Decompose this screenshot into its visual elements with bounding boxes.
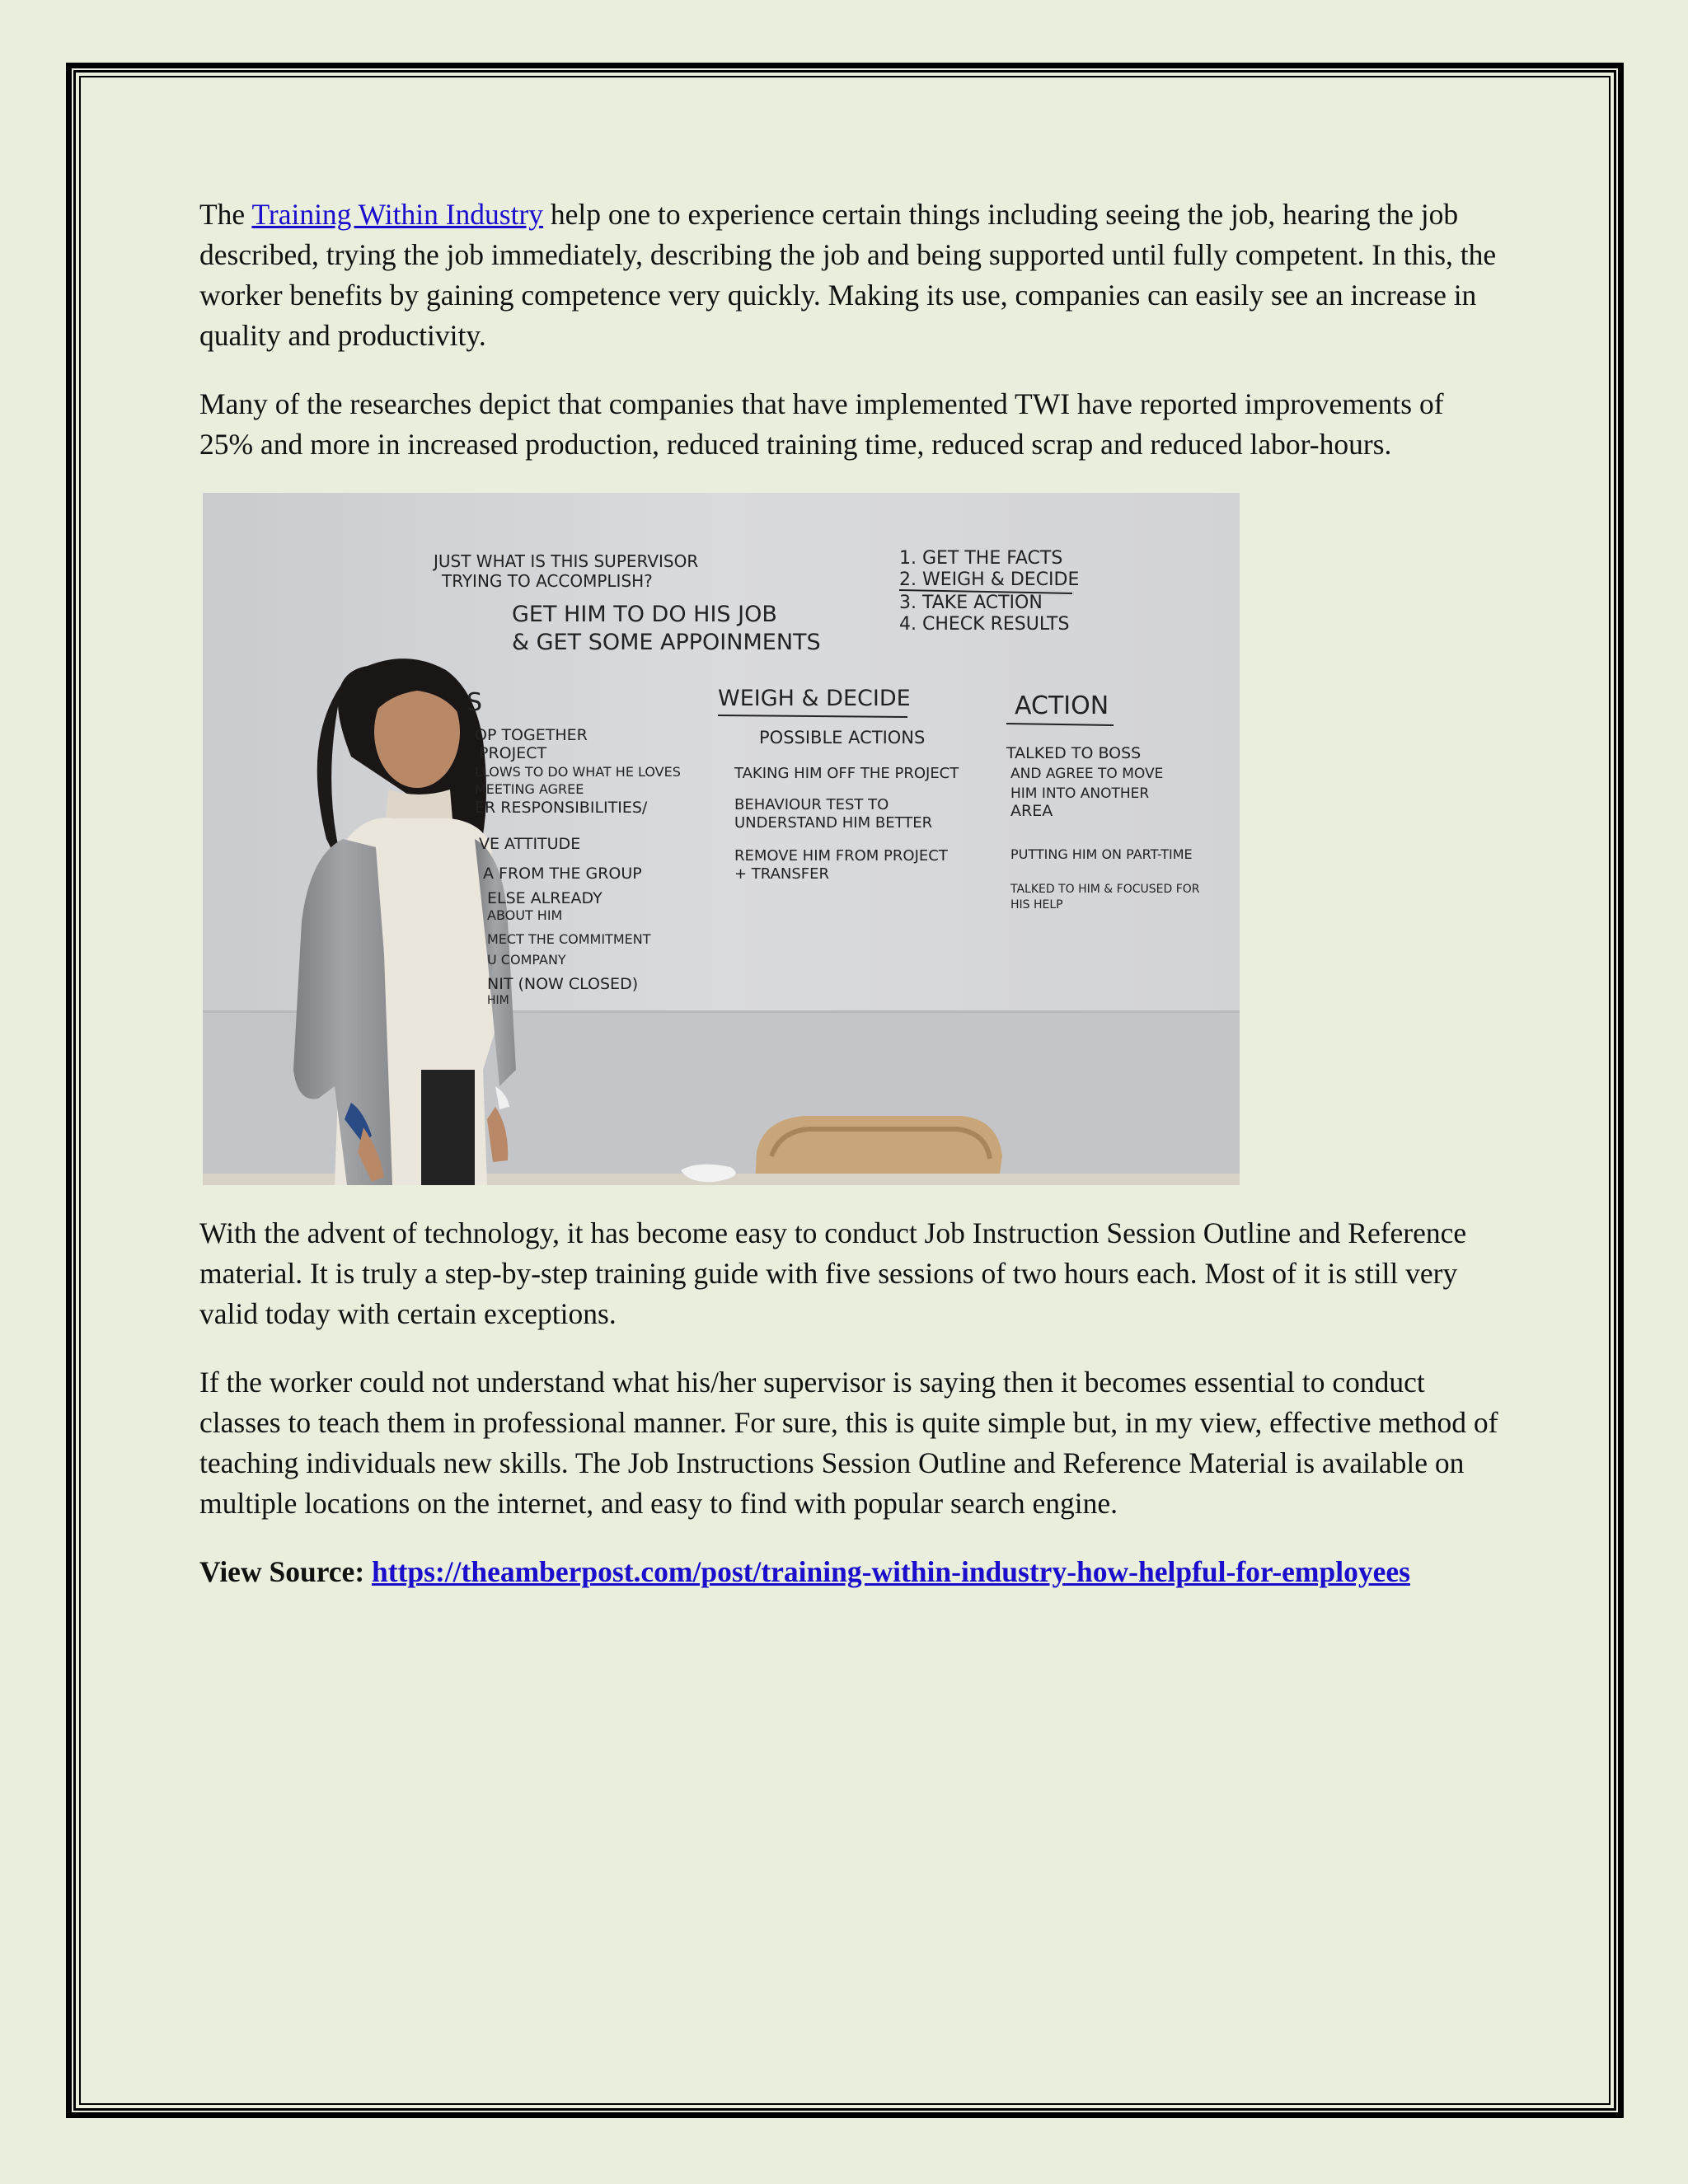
whiteboard-photo-illustration bbox=[203, 493, 1240, 1185]
wb-weigh-subheading: POSSIBLE ACTIONS bbox=[759, 728, 926, 748]
wb-facts-line: A FROM THE GROUP bbox=[483, 865, 642, 883]
wb-action-line: HIM INTO ANOTHER bbox=[1010, 785, 1150, 802]
wb-weigh-line: REMOVE HIM FROM PROJECT bbox=[734, 847, 948, 865]
wb-facts-heading: S bbox=[467, 688, 483, 717]
wb-action-line: TALKED TO BOSS bbox=[1006, 744, 1142, 762]
wb-action-line: PUTTING HIM ON PART-TIME bbox=[1010, 846, 1193, 862]
wb-action-line: HIS HELP bbox=[1010, 898, 1063, 912]
wb-facts-line: VE ATTITUDE bbox=[479, 835, 581, 853]
wb-step-4: 4. CHECK RESULTS bbox=[899, 614, 1070, 635]
article-body bbox=[199, 194, 1502, 1620]
wb-question-line-2: TRYING TO ACCOMPLISH? bbox=[442, 571, 653, 591]
wb-facts-line: ER RESPONSIBILITIES/ bbox=[475, 799, 648, 817]
wb-facts-line: OP TOGETHER bbox=[475, 726, 588, 744]
paragraph-2: Many of the researches depict that companies that have implemented TWI have reported improvements of 25% and more in increased production, reduced training time, reduced scrap and reduced labor-hours. bbox=[199, 387, 1444, 461]
wb-facts-line: HIM bbox=[487, 994, 509, 1007]
wb-facts-line: ABOUT HIM bbox=[487, 907, 563, 923]
wb-weigh-line: UNDERSTAND HIM BETTER bbox=[734, 814, 933, 832]
wb-facts-line: U COMPANY bbox=[487, 952, 566, 968]
wb-action-heading: ACTION bbox=[1015, 691, 1109, 720]
whiteboard-photo bbox=[203, 493, 1240, 1185]
wb-facts-line: NIT (NOW CLOSED) bbox=[487, 975, 639, 993]
p1-lead: The bbox=[199, 198, 252, 231]
wb-action-line: TALKED TO HIM & FOCUSED FOR bbox=[1010, 883, 1200, 896]
wb-facts-line: MECT THE COMMITMENT bbox=[487, 931, 651, 947]
paragraph-1 bbox=[199, 194, 1502, 356]
wb-step-1: 1. GET THE FACTS bbox=[899, 548, 1063, 569]
source-url-link[interactable]: https://theamberpost.com/post/training-within-industry-how-helpful-for-employees bbox=[372, 1555, 1410, 1588]
view-source-label: View Source: bbox=[199, 1555, 373, 1588]
wb-action-line: AREA bbox=[1010, 802, 1053, 820]
wb-weigh-heading: WEIGH & DECIDE bbox=[718, 686, 911, 711]
wb-question-line-1: JUST WHAT IS THIS SUPERVISOR bbox=[434, 551, 699, 571]
wb-weigh-line: BEHAVIOUR TEST TO bbox=[734, 796, 889, 813]
wb-weigh-line: TAKING HIM OFF THE PROJECT bbox=[734, 765, 959, 782]
wb-action-line: AND AGREE TO MOVE bbox=[1010, 766, 1164, 782]
wb-facts-line: ELSE ALREADY bbox=[487, 889, 603, 907]
wb-facts-line: MEETING AGREE bbox=[475, 781, 584, 797]
wb-step-2: 2. WEIGH & DECIDE bbox=[899, 569, 1080, 590]
wb-goal-line-2: & GET SOME APPOINMENTS bbox=[512, 630, 821, 655]
wb-facts-line: PROJECT bbox=[479, 744, 547, 762]
view-source-line bbox=[199, 1552, 1502, 1592]
twi-link[interactable]: Training Within Industry bbox=[251, 198, 544, 231]
wb-goal-line-1: GET HIM TO DO HIS JOB bbox=[512, 602, 777, 627]
wb-weigh-line: + TRANSFER bbox=[734, 865, 830, 883]
wb-step-3: 3. TAKE ACTION bbox=[899, 593, 1043, 613]
p1-rest: help one to experience certain things including seeing the job, hearing the job described, trying the job immediately, describing the job and being supported until fully competent. In this, the worker benefits by gaining competence very quickly. Making its use, companies can easily see an increase in quality and productivity. bbox=[199, 198, 1497, 352]
paragraph-4: If the worker could not understand what his/her supervisor is saying then it becomes essential to conduct classes to teach them in professional manner. For sure, this is quite simple but, in my view, effective method of teaching individuals new skills. The Job Instructions Session Outline and Reference Material is available on multiple locations on the internet, and easy to find with popular search engine. bbox=[199, 1366, 1498, 1520]
wb-facts-line: LLOWS TO DO WHAT HE LOVES bbox=[475, 764, 681, 780]
paragraph-3: With the advent of technology, it has become easy to conduct Job Instruction Session Outline and Reference material. It is truly a step-by-step training guide with five sessions of two hours each. Most of it is still very valid today with certain exceptions. bbox=[199, 1216, 1467, 1330]
